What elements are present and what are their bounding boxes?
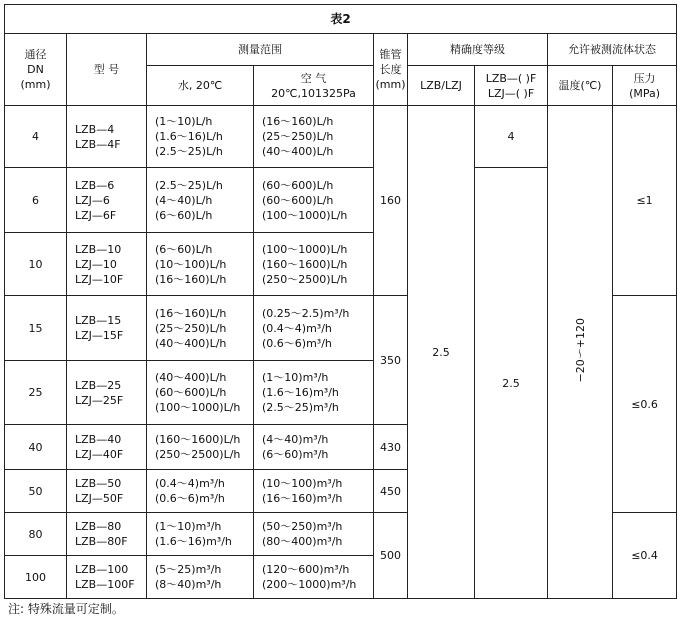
water-range-cell: (16～160)L/h (25～250)L/h (40～400)L/h: [147, 296, 254, 361]
accuracy-f-cell: 2.5: [475, 168, 548, 599]
dn-cell: 80: [5, 513, 67, 556]
header-range: 测量范围: [147, 34, 374, 66]
air-range-cell: (120～600)m³/h (200～1000)m³/h: [254, 556, 374, 599]
header-accuracy: 精确度等级: [408, 34, 548, 66]
water-range-cell: (1～10)m³/h (1.6～16)m³/h: [147, 513, 254, 556]
model-cell: LZB—4 LZB—4F: [67, 106, 147, 168]
water-range-cell: (160～1600)L/h (250～2500)L/h: [147, 425, 254, 470]
header-model: 型 号: [67, 34, 147, 106]
model-cell: LZB—100 LZB—100F: [67, 556, 147, 599]
water-range-cell: (6～60)L/h (10～100)L/h (16～160)L/h: [147, 233, 254, 296]
header-cone-length: 锥管 长度 (mm): [374, 34, 408, 106]
air-range-cell: (1～10)m³/h (1.6～16)m³/h (2.5～25)m³/h: [254, 361, 374, 425]
air-range-cell: (10～100)m³/h (16～160)m³/h: [254, 470, 374, 513]
dn-cell: 10: [5, 233, 67, 296]
air-range-cell: (100～1000)L/h (160～1600)L/h (250～2500)L/h: [254, 233, 374, 296]
header-dn: 通径 DN (mm): [5, 34, 67, 106]
pressure-cell: ≤1: [613, 106, 677, 296]
model-cell: LZB—80 LZB—80F: [67, 513, 147, 556]
model-cell: LZB—25 LZJ—25F: [67, 361, 147, 425]
water-range-cell: (2.5～25)L/h (4～40)L/h (6～60)L/h: [147, 168, 254, 233]
air-range-cell: (50～250)m³/h (80～400)m³/h: [254, 513, 374, 556]
water-range-cell: (0.4～4)m³/h (0.6～6)m³/h: [147, 470, 254, 513]
header-air: 空 气 20℃,101325Pa: [254, 66, 374, 106]
header-allowed-state: 允许被测流体状态: [548, 34, 677, 66]
cone-length-cell: 430: [374, 425, 408, 470]
header-accuracy-f: LZB—( )F LZJ—( )F: [475, 66, 548, 106]
dn-cell: 4: [5, 106, 67, 168]
cone-length-cell: 500: [374, 513, 408, 599]
air-range-cell: (60～600)L/h (60～600)L/h (100～1000)L/h: [254, 168, 374, 233]
model-cell: LZB—50 LZJ—50F: [67, 470, 147, 513]
flowmeter-spec-table: [4, 4, 677, 599]
header-temperature: 温度(℃): [548, 66, 613, 106]
water-range-cell: (1～10)L/h (1.6～16)L/h (2.5～25)L/h: [147, 106, 254, 168]
cone-length-cell: 160: [374, 106, 408, 296]
model-cell: LZB—15 LZJ—15F: [67, 296, 147, 361]
temperature-value: −20～+120: [573, 317, 587, 383]
model-cell: LZB—10 LZJ—10 LZJ—10F: [67, 233, 147, 296]
dn-cell: 100: [5, 556, 67, 599]
cone-length-cell: 350: [374, 296, 408, 425]
dn-cell: 25: [5, 361, 67, 425]
footnote: 注: 特殊流量可定制。: [8, 602, 124, 616]
model-cell: LZB—40 LZJ—40F: [67, 425, 147, 470]
table-row: [5, 106, 677, 168]
air-range-cell: (4～40)m³/h (6～60)m³/h: [254, 425, 374, 470]
table-title: 表2: [5, 5, 677, 34]
cone-length-cell: 450: [374, 470, 408, 513]
accuracy-f-cell: 4: [475, 106, 548, 168]
pressure-cell: ≤0.4: [613, 513, 677, 599]
header-pressure: 压力 (MPa): [613, 66, 677, 106]
dn-cell: 15: [5, 296, 67, 361]
water-range-cell: (5～25)m³/h (8～40)m³/h: [147, 556, 254, 599]
dn-cell: 40: [5, 425, 67, 470]
water-range-cell: (40～400)L/h (60～600)L/h (100～1000)L/h: [147, 361, 254, 425]
accuracy-lzb-lzj-cell: 2.5: [408, 106, 475, 599]
header-water: 水, 20℃: [147, 66, 254, 106]
pressure-cell: ≤0.6: [613, 296, 677, 513]
model-cell: LZB—6 LZJ—6 LZJ—6F: [67, 168, 147, 233]
temperature-cell: [548, 106, 613, 599]
dn-cell: 6: [5, 168, 67, 233]
air-range-cell: (0.25～2.5)m³/h (0.4～4)m³/h (0.6～6)m³/h: [254, 296, 374, 361]
dn-cell: 50: [5, 470, 67, 513]
header-accuracy-lzb-lzj: LZB/LZJ: [408, 66, 475, 106]
air-range-cell: (16～160)L/h (25～250)L/h (40～400)L/h: [254, 106, 374, 168]
